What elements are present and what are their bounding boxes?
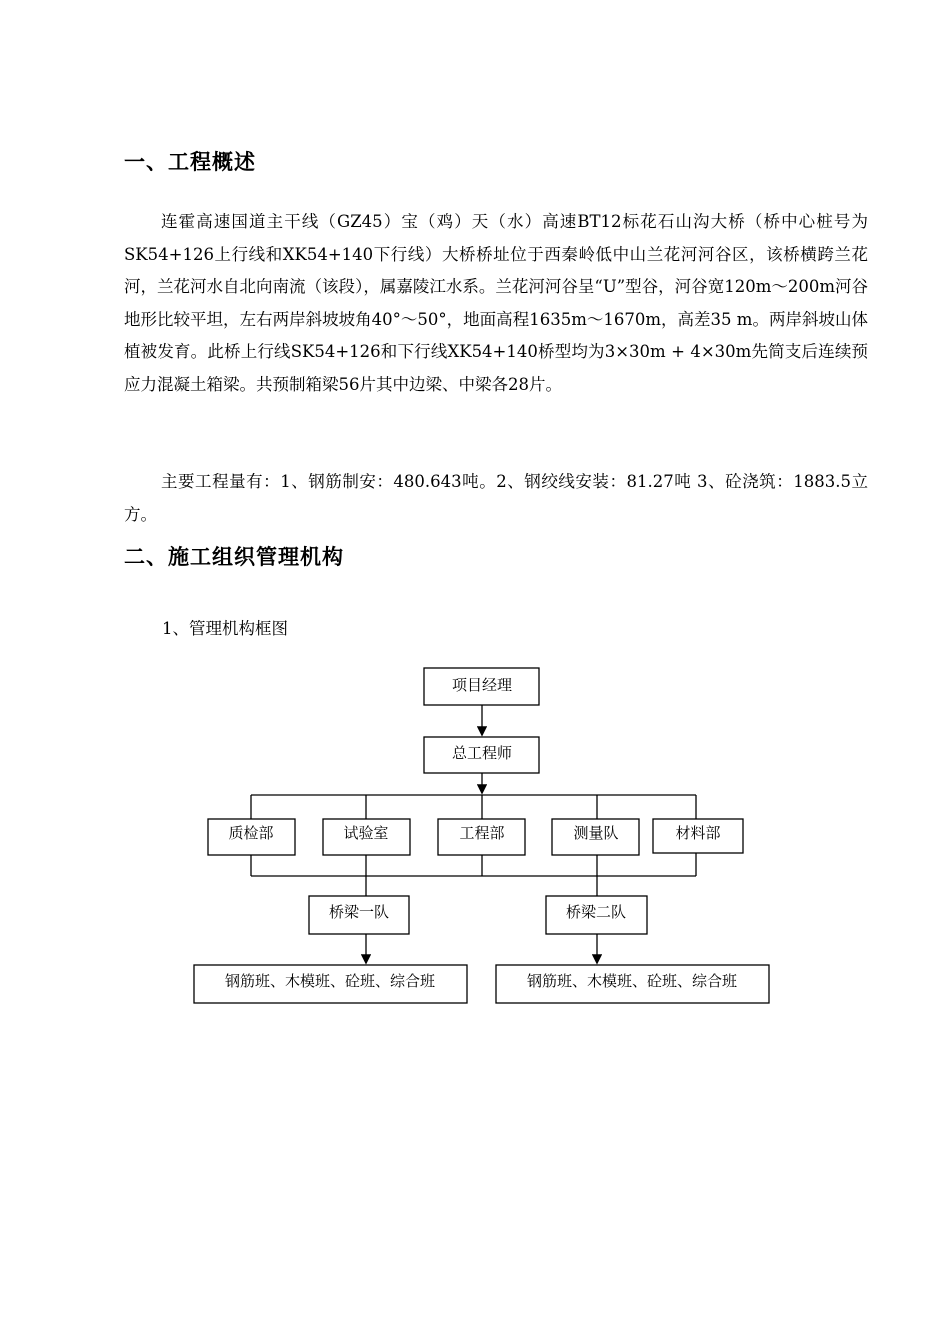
org-chart-caption: 1、管理机构框图 bbox=[162, 619, 288, 638]
section-heading-overview: 一、工程概述 bbox=[124, 150, 256, 174]
quantities-paragraph: 主要工程量有：1、钢筋制安：480.643吨。2、钢绞线安装：81.27吨 3、砼浇筑：1883.5立方。 bbox=[124, 472, 868, 524]
org-label-team-2: 桥梁二队 bbox=[565, 903, 627, 921]
org-label-dept-3: 工程部 bbox=[459, 824, 505, 842]
org-label-crew-1: 钢筋班、木模班、砼班、综合班 bbox=[224, 972, 436, 990]
org-label-team-1: 桥梁一队 bbox=[328, 903, 390, 921]
section-heading-organization: 二、施工组织管理机构 bbox=[124, 545, 344, 569]
org-label-dept-4: 测量队 bbox=[573, 824, 619, 842]
org-label-dept-2: 试验室 bbox=[343, 824, 389, 842]
org-label-manager: 项目经理 bbox=[451, 676, 513, 694]
org-label-dept-5: 材料部 bbox=[675, 824, 721, 842]
overview-paragraph: 连霍高速国道主干线（GZ45）宝（鸡）天（水）高速BT12标花石山沟大桥（桥中心桩号为SK54+126上行线和XK54+140下行线）大桥桥址位于西秦岭低中山兰花河河谷区，该桥横跨兰花河，兰花河水自北向南流（该段），属嘉陵江水系。兰花河河谷呈“U”型谷，河谷宽120m～200m河谷地形比较平坦，左右两岸斜坡坡角40°～50°，地面高程1635m～1670m，高差35 m。两岸斜坡山体植被发育。此桥上行线SK54+126和下行线XK54+140桥型均为3×30m + 4×30m先简支后连续预应力混凝土箱梁。共预制箱梁56片其中边梁、中梁各28片。 bbox=[124, 212, 868, 394]
org-label-dept-1: 质检部 bbox=[228, 824, 274, 842]
org-label-crew-2: 钢筋班、木模班、砼班、综合班 bbox=[526, 972, 738, 990]
org-label-chief-engineer: 总工程师 bbox=[451, 744, 513, 762]
